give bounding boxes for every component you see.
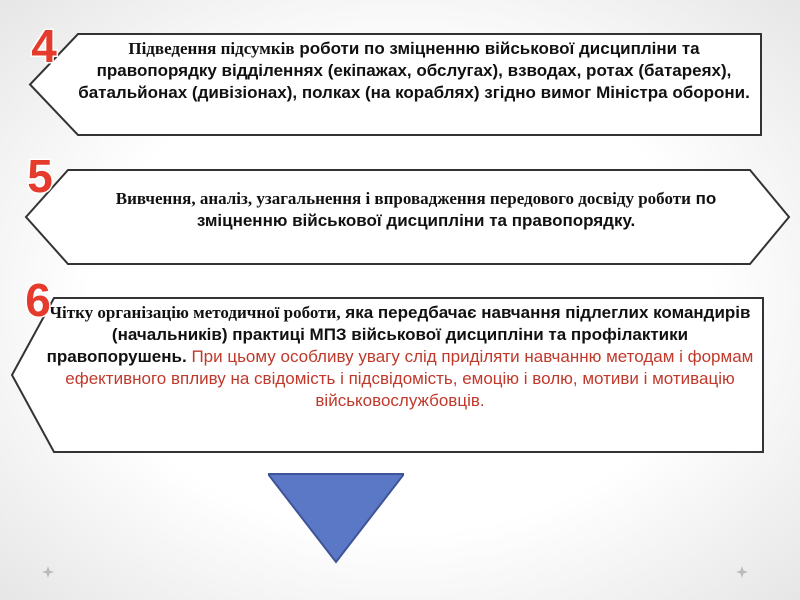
corner-dot-icon	[736, 566, 748, 578]
down-arrow-icon	[268, 472, 404, 564]
step-lead-5: Вивчення, аналіз, узагальнення і впровадження передового досвіду роботи	[115, 189, 691, 208]
number-badge-4	[18, 18, 70, 70]
number-badge-5-label: 5	[27, 150, 53, 200]
step-text-5	[86, 188, 746, 232]
step-block-5	[24, 168, 791, 266]
step-lead-6: Чітку організацію методичної роботи,	[49, 303, 341, 322]
step-rest-5: по зміцненню військової дисципліни та правопорядку.	[196, 189, 717, 230]
number-badge-6-label: 6	[25, 274, 51, 324]
step-block-4	[28, 32, 763, 137]
number-badge-4-label: 4	[31, 20, 57, 70]
step-rest-4: роботи по зміцненню військової дисципліни та правопорядку відділеннях (екіпажах, обслугах), взводах, ротах (батареях), батальйонах (дивізіонах), полках (на кораблях) згідно вимог Міністра оборони.	[78, 39, 750, 102]
number-badge-5	[14, 148, 66, 200]
step-rest-6: яка передбачає навчання підлеглих командирів (начальників) практиці МПЗ військової дисципліни та профілактики правопорушень.	[46, 303, 751, 366]
step-highlight-6: При цьому особливу увагу слід приділяти навчанню методам і формам ефективного впливу на свідомість і підсвідомість, емоцію і волю, мотиви і мотивацію військовослужбовців.	[65, 347, 754, 410]
corner-dot-icon	[42, 566, 54, 578]
step-block-6	[10, 296, 765, 454]
step-text-4	[74, 38, 754, 104]
step-text-6	[44, 302, 756, 412]
number-badge-6	[12, 272, 64, 324]
step-lead-4: Підведення підсумків	[128, 39, 295, 58]
